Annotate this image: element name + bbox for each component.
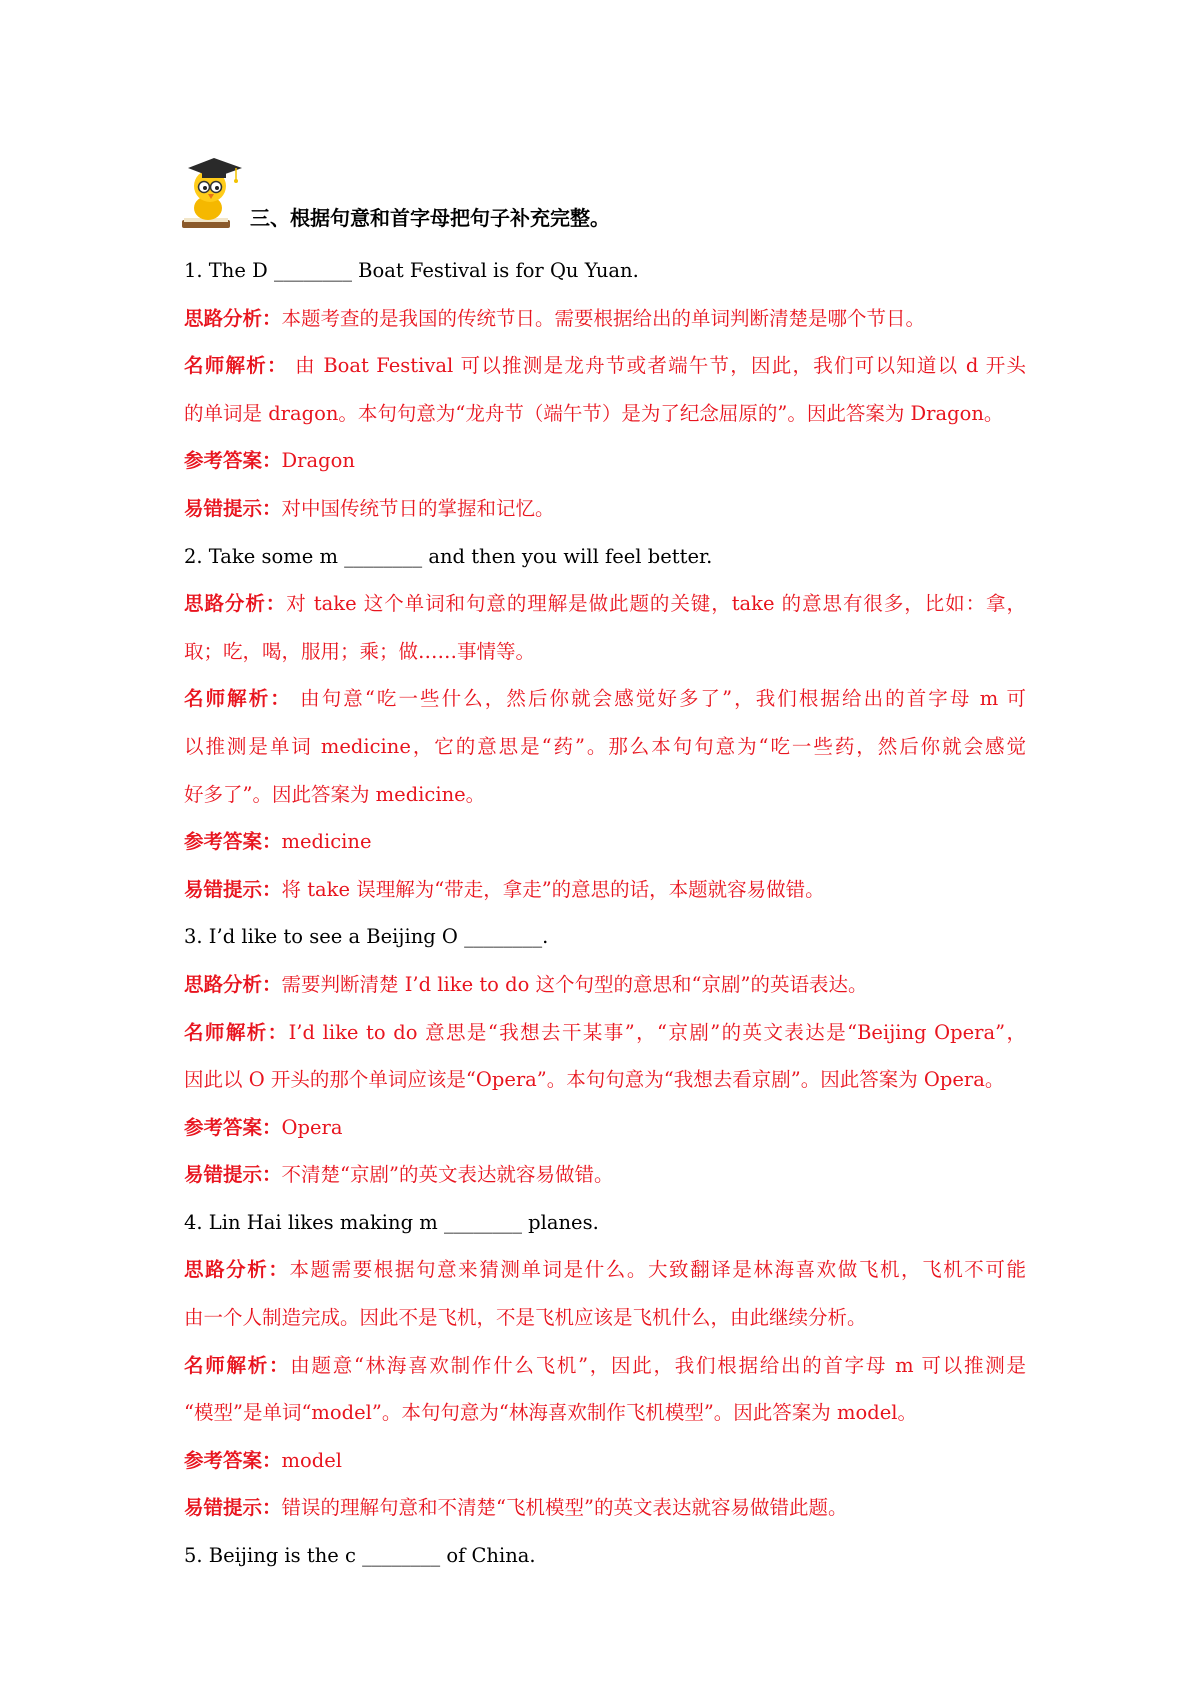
analysis-line [184,295,1026,343]
line-content [184,497,555,520]
line-content [184,1342,1026,1390]
line-content [184,580,1026,628]
section-header [180,152,880,232]
analysis-line [184,437,1026,485]
question-line [184,533,1026,581]
analysis-line [184,342,1026,390]
line-text: 由 Boat Festival 可以推测是龙舟节或者端午节，因此，我们可以知道以 d 开头 [287,354,1026,378]
line-label: 参考答案： [184,1115,282,1139]
line-content [184,1496,847,1519]
line-content [184,259,639,282]
line-content [184,1211,599,1234]
question-line [184,913,1026,961]
line-content [184,640,535,663]
line-text: 2. Take some m ________ and then you will feel better. [184,544,713,568]
line-text: 5. Beijing is the c ________ of China. [184,1544,536,1568]
line-content [184,830,372,853]
line-content [184,1116,342,1139]
line-content [184,1163,613,1186]
line-text: 将 take 误理解为“带走，拿走”的意思的话，本题就容易做错。 [281,877,825,901]
line-content [184,723,1026,771]
line-content [184,342,1026,390]
line-content [184,1544,536,1567]
line-content [184,973,867,996]
line-text: Dragon [281,449,355,473]
line-content [184,545,712,568]
line-content [184,449,355,472]
line-text: Opera [281,1115,343,1139]
line-text: 好多了”。因此答案为 medicine。 [184,782,486,806]
question-line [184,1199,1026,1247]
analysis-line [184,390,1026,438]
line-label: 易错提示： [184,1496,282,1520]
line-label: 参考答案： [184,830,282,854]
line-text: model [281,1448,343,1472]
line-content [184,1306,867,1329]
line-label: 易错提示： [184,877,282,901]
line-text: 取；吃，喝，服用；乘；做……事情等。 [184,639,536,663]
line-text: 本题考查的是我国的传统节日。需要根据给出的单词判断清楚是哪个节日。 [281,306,926,330]
line-label: 名师解析： [184,354,288,378]
line-label: 参考答案： [184,1448,282,1472]
line-text: 需要判断清楚 I’d like to do 这个句型的意思和“京剧”的英语表达。 [281,972,868,996]
line-label: 思路分析： [184,306,282,330]
analysis-line [184,1104,1026,1152]
line-text: 由一个人制造完成。因此不是飞机，不是飞机应该是飞机什么，由此继续分析。 [184,1306,867,1330]
line-text: “模型”是单词“model”。本句句意为“林海喜欢制作飞机模型”。因此答案为 model。 [184,1401,917,1425]
analysis-line [184,723,1026,771]
section-title: 三、根据句意和首字母把句子补充完整。 [250,206,610,230]
analysis-line [184,1151,1026,1199]
line-label: 思路分析： [184,592,287,616]
analysis-line [184,628,1026,676]
line-text: 错误的理解句意和不清楚“飞机模型”的英文表达就容易做错此题。 [281,1496,848,1520]
line-text: medicine [281,830,372,854]
analysis-line [184,771,1026,819]
analysis-line [184,485,1026,533]
line-content [184,783,485,806]
analysis-line [184,1484,1026,1532]
line-text: I’d like to do 意思是“我想去干某事”，“京剧”的英文表达是“Beijing Opera”， [288,1020,1026,1044]
analysis-line [184,675,1026,723]
line-text: 3. I’d like to see a Beijing O ________. [184,925,549,949]
line-content [184,1009,1026,1057]
line-label: 名师解析： [184,687,292,711]
analysis-line [184,1009,1026,1057]
analysis-line [184,1389,1026,1437]
line-content [184,402,1003,425]
line-label: 名师解析： [184,1020,289,1044]
line-label: 名师解析： [184,1353,291,1377]
analysis-line [184,580,1026,628]
question-line [184,247,1026,295]
analysis-line [184,1294,1026,1342]
line-content [184,878,825,901]
line-text: 以推测是单词 medicine，它的意思是“药”。那么本句句意为“吃一些药，然后你就会感觉 [184,734,1026,758]
analysis-line [184,1342,1026,1390]
line-text: 1. The D ________ Boat Festival is for Qu Yuan. [184,259,639,282]
question-line [184,1532,1026,1580]
line-text: 因此以 O 开头的那个单词应该是“Opera”。本句句意为“我想去看京剧”。因此答案为 Opera。 [184,1068,1005,1092]
line-content [184,1449,342,1472]
analysis-line [184,866,1026,914]
line-content [184,1246,1026,1294]
line-label: 思路分析： [184,972,282,996]
analysis-line [184,961,1026,1009]
analysis-line [184,818,1026,866]
line-content [184,925,548,948]
line-text: 对 take 这个单词和句意的理解是做此题的关键，take 的意思有很多，比如：拿， [286,592,1026,616]
line-text: 的单词是 dragon。本句句意为“龙舟节（端午节）是为了纪念屈原的”。因此答案为 Dragon。 [184,401,1004,425]
line-content [184,1068,1004,1091]
line-text: 4. Lin Hai likes making m ________ planes. [184,1210,599,1234]
analysis-line [184,1437,1026,1485]
line-text: 不清楚“京剧”的英文表达就容易做错。 [281,1163,614,1187]
analysis-line [184,1056,1026,1104]
exercise-content [184,247,1026,1580]
line-text: 对中国传统节日的掌握和记忆。 [281,496,555,520]
line-label: 思路分析： [184,1258,290,1282]
line-text: 本题需要根据句意来猜测单词是什么。大致翻译是林海喜欢做飞机，飞机不可能 [289,1258,1026,1282]
line-content [184,675,1026,723]
scholar-mascot-icon [180,152,246,232]
analysis-line [184,1246,1026,1294]
line-label: 易错提示： [184,496,282,520]
line-text: 由题意“林海喜欢制作什么飞机”，因此，我们根据给出的首字母 m 可以推测是 [290,1353,1026,1377]
line-label: 参考答案： [184,449,282,473]
line-label: 易错提示： [184,1163,282,1187]
line-content [184,1401,917,1424]
line-text: 由句意“吃一些什么，然后你就会感觉好多了”，我们根据给出的首字母 m 可 [291,687,1026,711]
line-content [184,307,925,330]
